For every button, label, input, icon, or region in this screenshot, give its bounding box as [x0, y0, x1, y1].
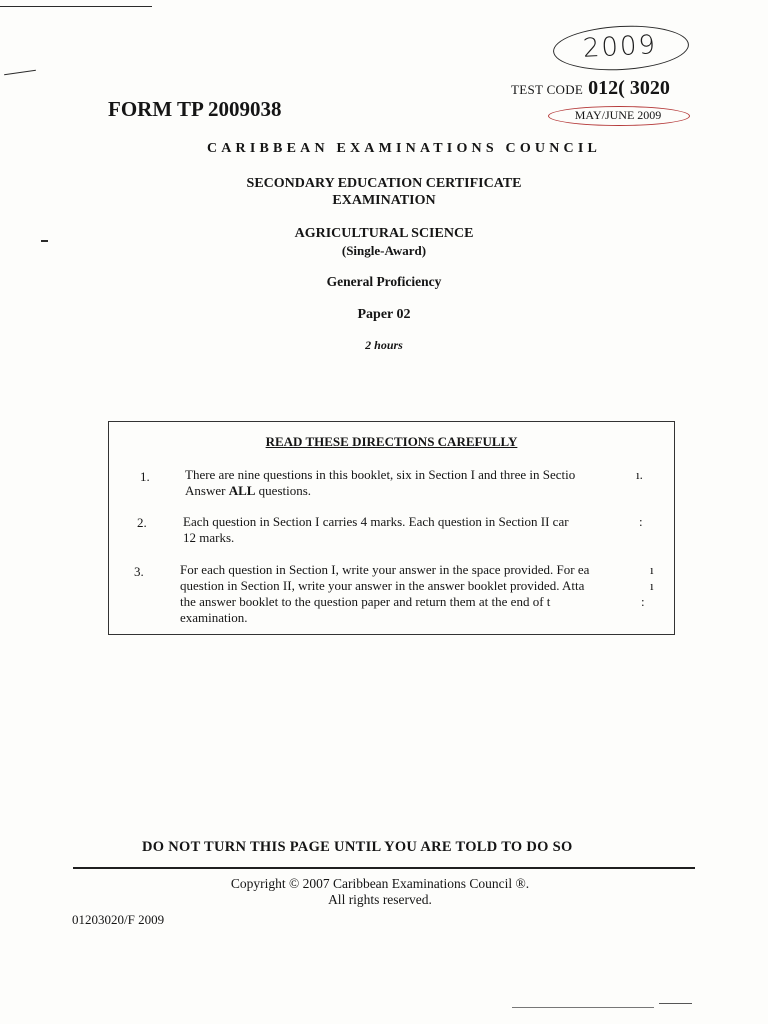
test-code-value: 012( 3020 — [588, 77, 670, 99]
test-code-label: TEST CODE — [511, 82, 584, 97]
direction-3-tail-3: : — [641, 594, 645, 609]
direction-2-tail: : — [639, 514, 643, 529]
direction-1-line1: There are nine questions in this booklet, six in Section I and three in Sectio — [185, 467, 576, 482]
direction-3-number: 3. — [134, 564, 144, 579]
proficiency: General Proficiency — [326, 274, 442, 289]
page-code: 01203020/F 2009 — [72, 912, 165, 927]
direction-3-line4: examination. — [180, 610, 248, 625]
footer-rule — [73, 867, 695, 869]
direction-1-line2-bold: ALL — [228, 483, 256, 498]
scan-artifact-top-line — [0, 6, 152, 7]
copyright-line1: Copyright © 2007 Caribbean Examinations Council ®. — [230, 876, 530, 891]
scan-artifact-bottom-line-2 — [659, 1003, 692, 1004]
exam-title-line1: SECONDARY EDUCATION CERTIFICATE — [246, 176, 522, 191]
direction-3-line2: question in Section II, write your answer in the answer booklet provided. Atta — [180, 578, 585, 593]
direction-2-number: 2. — [137, 515, 147, 530]
copyright-notice — [150, 876, 610, 908]
test-code — [511, 77, 670, 100]
direction-1-line2-post: questions. — [255, 483, 312, 498]
subject-line1: AGRICULTURAL SCIENCE — [294, 226, 474, 241]
direction-3-tail-2: ı — [650, 578, 654, 593]
direction-3-text — [180, 562, 635, 626]
direction-1-number: 1. — [140, 469, 150, 484]
subject-title — [0, 225, 768, 259]
scan-artifact-bottom-line — [512, 1007, 654, 1008]
exam-title-line2: EXAMINATION — [332, 193, 436, 208]
form-number: FORM TP 2009038 — [108, 97, 282, 121]
direction-1-tail: ı. — [636, 467, 643, 482]
subject-line2: (Single-Award) — [341, 243, 427, 258]
direction-2-text — [183, 514, 633, 546]
duration: 2 hours — [365, 338, 403, 352]
direction-1-text — [185, 467, 635, 499]
direction-3-line3: the answer booklet to the question paper and return them at the end of t — [180, 594, 551, 609]
paper-number: Paper 02 — [357, 307, 411, 322]
copyright-line2: All rights reserved. — [328, 892, 432, 907]
direction-2-line1: Each question in Section I carries 4 marks. Each question in Section II car — [183, 514, 569, 529]
direction-2-line2: 12 marks. — [183, 530, 235, 545]
direction-1-line2-pre: Answer — [185, 483, 229, 498]
handwritten-year: 2009 — [582, 30, 658, 64]
session-date: MAY/JUNE 2009 — [574, 107, 662, 122]
direction-3-tail-1: ı — [650, 562, 654, 577]
do-not-turn-warning: DO NOT TURN THIS PAGE UNTIL YOU ARE TOLD TO DO SO — [142, 839, 573, 855]
scan-artifact-left-mark — [4, 70, 36, 75]
council-name: CARIBBEAN EXAMINATIONS COUNCIL — [206, 141, 602, 156]
exam-title — [0, 175, 768, 209]
directions-heading: READ THESE DIRECTIONS CAREFULLY — [265, 434, 518, 449]
direction-3-line1: For each question in Section I, write your answer in the space provided. For ea — [180, 562, 590, 577]
